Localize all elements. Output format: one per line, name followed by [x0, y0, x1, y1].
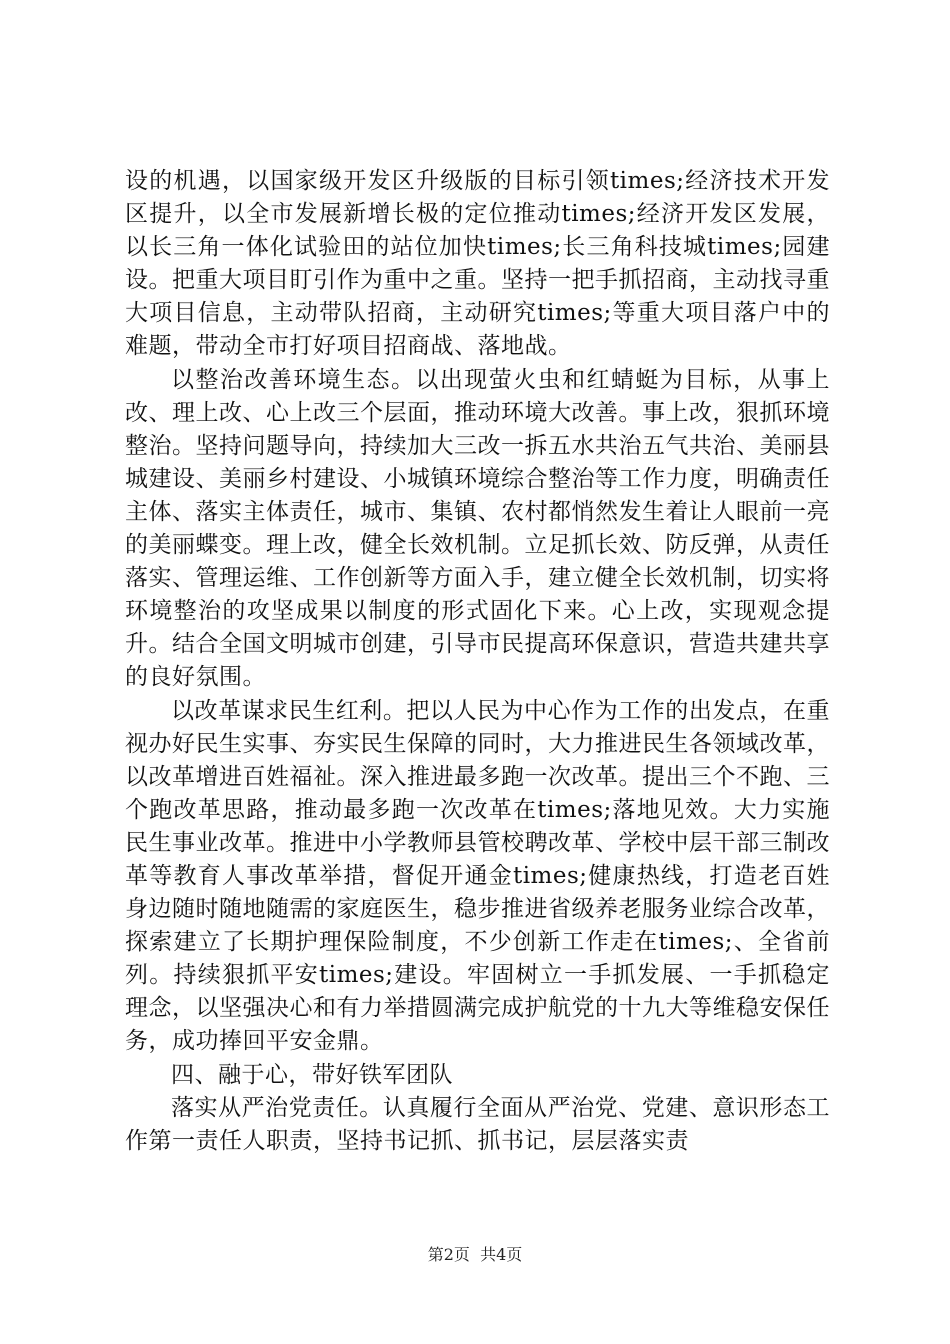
paragraph-1: 设的机遇，以国家级开发区升级版的目标引领times;经济技术开发区提升，以全市发展新增长极的定位推动times;经济开发区发展，以长三角一体化试验田的站位加快times;长三角科技城times;园建设。把重大项目盯引作为重中之重。坚持一把手抓招商，主动找寻重大项目信息，主动带队招商，主动研究times;等重大项目落户中的难题，带动全市打好项目招商战、落地战。	[125, 168, 830, 360]
page-number: 第2页	[427, 1245, 470, 1264]
paragraph-4: 落实从严治党责任。认真履行全面从严治党、党建、意识形态工作第一责任人职责，坚持书记抓、抓书记，层层落实责	[125, 1094, 830, 1154]
paragraph-3: 以改革谋求民生红利。把以人民为中心作为工作的出发点，在重视办好民生实事、夯实民生保障的同时，大力推进民生各领域改革，以改革增进百姓福祉。深入推进最多跑一次改革。提出三个不跑、三个跑改革思路，推动最多跑一次改革在times;落地见效。大力实施民生事业改革。推进中小学教师县管校聘改革、学校中层干部三制改革等教育人事改革举措，督促开通金times;健康热线，打造老百姓身边随时随地随需的家庭医生，稳步推进省级养老服务业综合改革，探索建立了长期护理保险制度，不少创新工作走在times;、全省前列。持续狠抓平安times;建设。牢固树立一手抓发展、一手抓稳定理念，以坚强决心和有力举措圆满完成护航党的十九大等维稳安保任务，成功捧回平安金鼎。	[125, 697, 830, 1055]
page-footer	[0, 1245, 950, 1265]
section-heading: 四、融于心，带好铁军团队	[171, 1061, 453, 1088]
paragraph-2: 以整治改善环境生态。以出现萤火虫和红蜻蜓为目标，从事上改、理上改、心上改三个层面，推动环境大改善。事上改，狠抓环境整治。坚持问题导向，持续加大三改一拆五水共治五气共治、美丽县城建设、美丽乡村建设、小城镇环境综合整治等工作力度，明确责任主体、落实主体责任，城市、集镇、农村都悄然发生着让人眼前一亮的美丽蝶变。理上改，健全长效机制。立足抓长效、防反弹，从责任落实、管理运维、工作创新等方面入手，建立健全长效机制，切实将环境整治的攻坚成果以制度的形式固化下来。心上改，实现观念提升。结合全国文明城市创建，引导市民提高环保意识，营造共建共享的良好氛围。	[125, 366, 830, 691]
footer-spacer	[470, 1245, 480, 1264]
document-body	[125, 165, 830, 1158]
page-total: 共4页	[480, 1245, 523, 1264]
